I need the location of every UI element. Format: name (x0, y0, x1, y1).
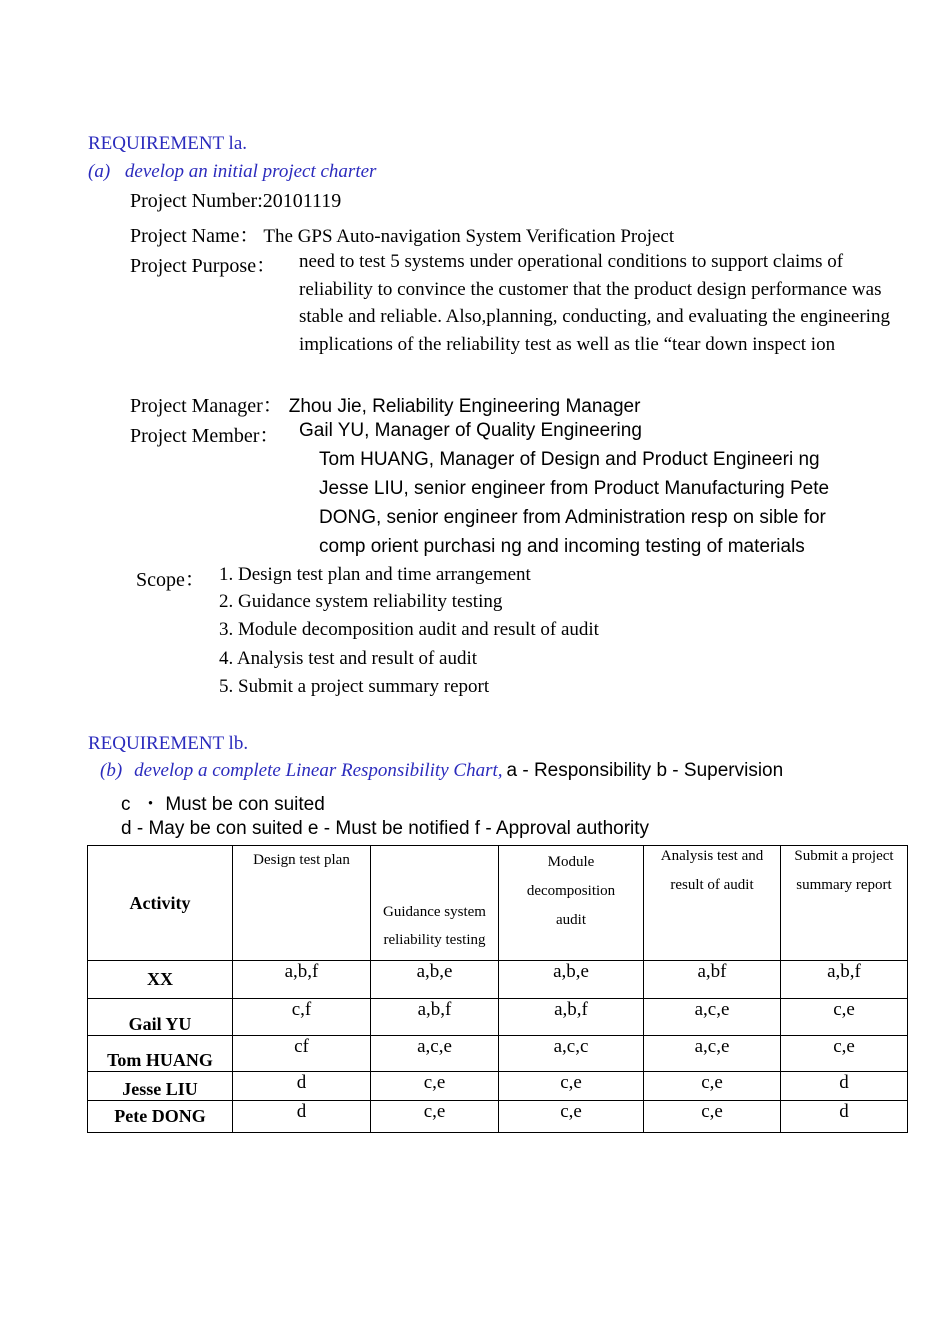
column-header-text: Analysis test and (660, 848, 764, 864)
req1-subheading (88, 161, 376, 183)
row-name: Gail YU (88, 999, 233, 1036)
row-name: XX (88, 961, 233, 999)
cell-value: a,bf (644, 961, 781, 999)
project-number-row (130, 190, 341, 213)
column-header-text: result of audit (670, 877, 754, 893)
table-row (88, 1101, 908, 1133)
table-row (88, 1036, 908, 1072)
row-name: Tom HUANG (88, 1036, 233, 1072)
project-name-value: The GPS Auto-navigation System Verification Project (263, 226, 675, 247)
cell-value: a,b,e (499, 961, 644, 999)
column-header-text: audit (556, 912, 586, 928)
project-member-label: Project Member： (130, 425, 280, 447)
cell-value: a,b,f (233, 961, 371, 999)
cell-value: d (781, 1101, 908, 1133)
req1-subheading-marker: (a) (88, 161, 111, 182)
cell-value: c,e (499, 1101, 644, 1133)
cell-value: d (233, 1072, 371, 1101)
project-member-line-3: Jesse LIU, senior engineer from Product Manufacturing Pete (319, 478, 830, 499)
row-name: Jesse LIU (88, 1072, 233, 1101)
header-row (88, 846, 908, 961)
project-number-label: Project Number: (130, 190, 263, 212)
req2-subheading-text: develop a complete Linear Responsibility Chart, (134, 760, 503, 781)
scope-item-4: 4. Analysis test and result of audit (219, 648, 478, 669)
project-name-label: Project Name： (130, 225, 260, 247)
project-member-line-2: Tom HUANG, Manager of Design and Product Engineeri ng (319, 449, 820, 470)
scope-item-1: 1. Design test plan and time arrangement (219, 564, 531, 585)
scope-label: Scope： (136, 569, 205, 591)
legend-line-3: d - May be con suited e - Must be notified f - Approval authority (121, 818, 650, 839)
project-member-line-4: DONG, senior engineer from Administration resp on sible for (319, 507, 826, 528)
cell-value: c,e (781, 999, 908, 1036)
column-header-text: Guidance system (383, 904, 486, 920)
cell-value: d (233, 1101, 371, 1133)
req1-subheading-text: develop an initial project charter (124, 161, 377, 182)
project-purpose-label: Project Purpose： (130, 255, 277, 277)
activity-header: Activity (88, 846, 233, 961)
responsibility-chart (87, 845, 908, 1133)
table-row (88, 1072, 908, 1101)
legend-line-2: c ・ Must be con suited (121, 794, 325, 815)
project-manager-value: Zhou Jie, Reliability Engineering Manager (288, 396, 641, 417)
column-header-text: Submit a project (794, 848, 894, 864)
column-header-design-test-plan (233, 846, 371, 961)
column-header-text: summary report (796, 877, 892, 893)
legend-line-1: a - Responsibility b - Supervision (506, 760, 784, 781)
project-manager-row (130, 389, 640, 418)
cell-value: c,e (371, 1101, 499, 1133)
cell-value: d (781, 1072, 908, 1101)
cell-value: a,c,e (371, 1036, 499, 1072)
req2-subheading (100, 760, 783, 782)
column-header-text: Module (547, 854, 595, 870)
cell-value: a,c,e (644, 1036, 781, 1072)
req2-subheading-marker: (b) (100, 760, 123, 781)
scope-item-3: 3. Module decomposition audit and result of audit (219, 619, 599, 640)
cell-value: c,e (644, 1072, 781, 1101)
cell-value: c,e (781, 1036, 908, 1072)
project-member-line-5: comp orient purchasi ng and incoming testing of materials (319, 536, 805, 557)
project-manager-label: Project Manager： (130, 395, 283, 417)
req2-heading: REQUIREMENT lb. (88, 733, 249, 754)
cell-value: a,b,f (781, 961, 908, 999)
cell-value: a,b,e (371, 961, 499, 999)
project-member-line-1: Gail YU, Manager of Quality Engineering (299, 420, 642, 441)
cell-value: c,e (371, 1072, 499, 1101)
table-row (88, 999, 908, 1036)
column-header-text: decomposition (526, 883, 616, 899)
cell-value: c,e (644, 1101, 781, 1133)
project-purpose-value: need to test 5 systems under operational conditions to support claims of reliability to convince the customer that the product design performance was stable and reliable. Also,planning, conducting, and evaluating the engineering implications of the reliability test as well as tlie “tear down inspect ion (299, 251, 890, 355)
cell-value: c,f (233, 999, 371, 1036)
column-header-text: reliability testing (383, 932, 486, 948)
column-header-text: Design test plan (253, 852, 350, 868)
cell-value: c,e (499, 1072, 644, 1101)
req1-heading: REQUIREMENT la. (88, 133, 248, 154)
project-name-row (130, 219, 674, 248)
column-header-analysis-test (644, 846, 781, 961)
project-number-value: 20101119 (262, 190, 342, 212)
column-header-guidance-testing (371, 846, 499, 961)
scope-item-2: 2. Guidance system reliability testing (219, 591, 503, 612)
cell-value: a,b,f (499, 999, 644, 1036)
row-name: Pete DONG (88, 1101, 233, 1133)
cell-value: cf (233, 1036, 371, 1072)
cell-value: a,c,e (644, 999, 781, 1036)
cell-value: a,c,c (499, 1036, 644, 1072)
table-row (88, 961, 908, 999)
cell-value: a,b,f (371, 999, 499, 1036)
column-header-summary-report (781, 846, 908, 961)
column-header-module-audit (499, 846, 644, 961)
scope-item-5: 5. Submit a project summary report (219, 676, 490, 697)
